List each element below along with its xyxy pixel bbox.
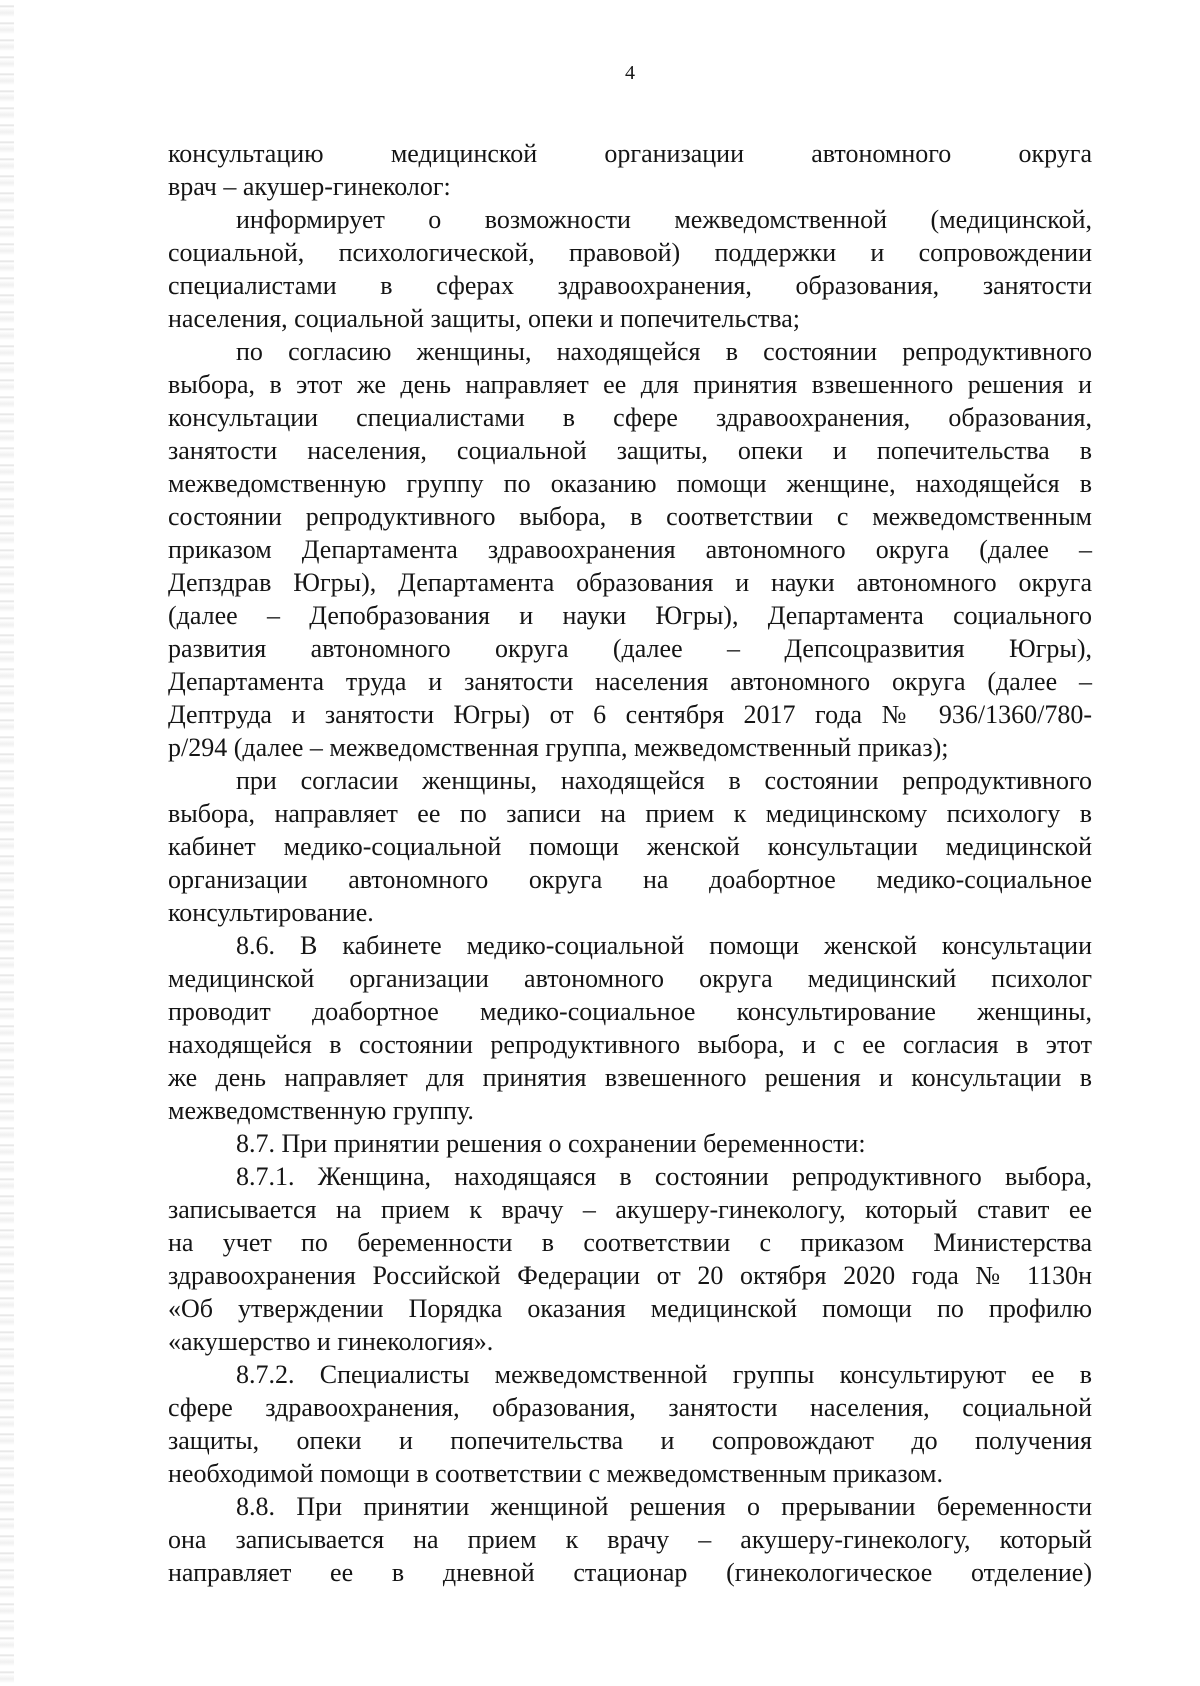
text-line: медицинской организации автономного округа медицинский психолог: [168, 964, 1092, 993]
text-line: записывается на прием к врачу – акушеру-гинекологу, который ставит ее: [168, 1195, 1092, 1224]
text-line: консультации специалистами в сфере здравоохранения, образования,: [168, 403, 1092, 432]
text-line: Дептруда и занятости Югры) от 6 сентября 2017 года № 936/1360/780-: [168, 700, 1092, 729]
text-line: информирует о возможности межведомственной (медицинской,: [236, 205, 1092, 234]
text-line: выбора, в этот же день направляет ее для принятия взвешенного решения и: [168, 370, 1092, 399]
text-line: состоянии репродуктивного выбора, в соответствии с межведомственным: [168, 502, 1092, 531]
text-line: консультирование.: [168, 898, 374, 927]
text-line: 8.7. При принятии решения о сохранении беременности:: [236, 1129, 866, 1158]
text-line: Департамента труда и занятости населения автономного округа (далее –: [168, 667, 1092, 696]
text-line: выбора, направляет ее по записи на прием к медицинскому психологу в: [168, 799, 1092, 828]
scan-edge-artifact: [0, 0, 14, 1686]
text-line: межведомственную группу.: [168, 1096, 474, 1125]
text-line: она записывается на прием к врачу – акушеру-гинекологу, который: [168, 1525, 1092, 1554]
text-line: консультацию медицинской организации автономного округа: [168, 139, 1092, 168]
text-line: же день направляет для принятия взвешенного решения и консультации в: [168, 1063, 1092, 1092]
text-line: 8.7.1. Женщина, находящаяся в состоянии репродуктивного выбора,: [236, 1162, 1092, 1191]
text-line: по согласию женщины, находящейся в состоянии репродуктивного: [236, 337, 1092, 366]
text-line: р/294 (далее – межведомственная группа, межведомственный приказ);: [168, 733, 949, 762]
text-line: специалистами в сферах здравоохранения, образования, занятости: [168, 271, 1092, 300]
text-line: «акушерство и гинекология».: [168, 1327, 494, 1356]
text-line: 8.7.2. Специалисты межведомственной группы консультируют ее в: [236, 1360, 1092, 1389]
text-line: 8.6. В кабинете медико-социальной помощи женской консультации: [236, 931, 1092, 960]
text-line: кабинет медико-социальной помощи женской консультации медицинской: [168, 832, 1092, 861]
text-line: направляет ее в дневной стационар (гинекологическое отделение): [168, 1558, 1092, 1587]
text-line: при согласии женщины, находящейся в состоянии репродуктивного: [236, 766, 1092, 795]
text-line: врач – акушер-гинеколог:: [168, 172, 451, 201]
text-line: находящейся в состоянии репродуктивного выбора, и с ее согласия в этот: [168, 1030, 1092, 1059]
text-line: населения, социальной защиты, опеки и попечительства;: [168, 304, 800, 333]
text-line: организации автономного округа на доабортное медико-социальное: [168, 865, 1092, 894]
text-line: защиты, опеки и попечительства и сопровождают до получения: [168, 1426, 1092, 1455]
text-line: приказом Департамента здравоохранения автономного округа (далее –: [168, 535, 1092, 564]
text-line: занятости населения, социальной защиты, опеки и попечительства в: [168, 436, 1092, 465]
text-line: Депздрав Югры), Департамента образования и науки автономного округа: [168, 568, 1092, 597]
text-line: межведомственную группу по оказанию помощи женщине, находящейся в: [168, 469, 1092, 498]
text-line: на учет по беременности в соответствии с приказом Министерства: [168, 1228, 1092, 1257]
page-number: 4: [625, 62, 635, 84]
text-line: здравоохранения Российской Федерации от 20 октября 2020 года № 1130н: [168, 1261, 1092, 1290]
document-body: [168, 137, 1092, 1589]
text-line: 8.8. При принятии женщиной решения о прерывании беременности: [236, 1492, 1092, 1521]
text-line: сфере здравоохранения, образования, занятости населения, социальной: [168, 1393, 1092, 1422]
text-line: развития автономного округа (далее – Депсоцразвития Югры),: [168, 634, 1092, 663]
text-line: «Об утверждении Порядка оказания медицинской помощи по профилю: [168, 1294, 1092, 1323]
text-line: (далее – Депобразования и науки Югры), Департамента социального: [168, 601, 1092, 630]
text-line: необходимой помощи в соответствии с межведомственным приказом.: [168, 1459, 943, 1488]
text-line: проводит доабортное медико-социальное консультирование женщины,: [168, 997, 1092, 1026]
text-line: социальной, психологической, правовой) поддержки и сопровождении: [168, 238, 1092, 267]
